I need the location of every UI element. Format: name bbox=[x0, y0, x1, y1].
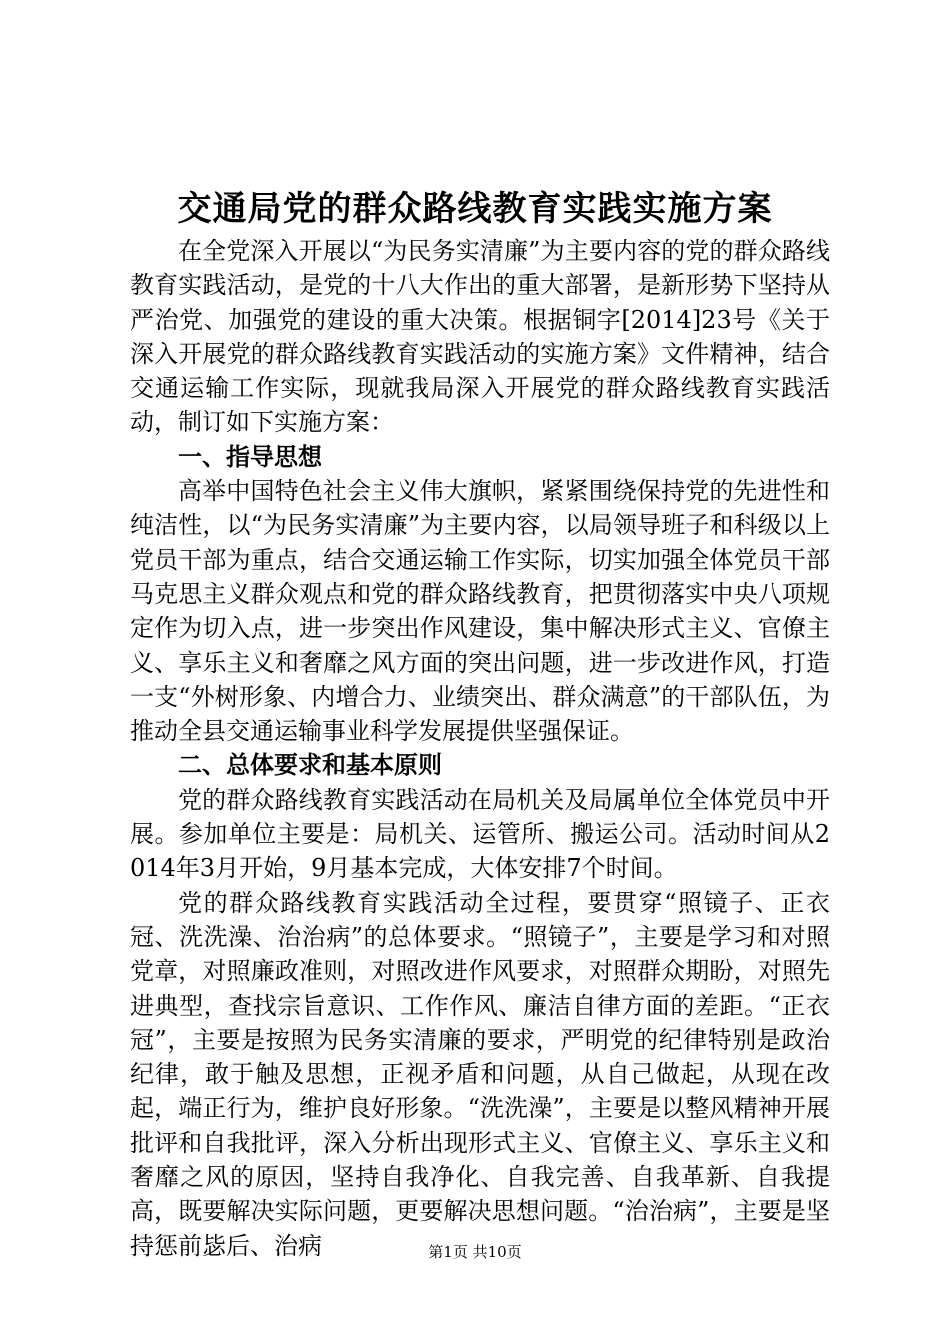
document-body bbox=[130, 234, 830, 1263]
section-paragraph-requirements: 党的群众路线教育实践活动全过程，要贯穿“照镜子、正衣冠、洗洗澡、治治病”的总体要求。“照镜子”，主要是学习和对照党章，对照廉政准则，对照改进作风要求，对照群众期盼，对照先进典型，查找宗旨意识、工作作风、廉洁自律方面的差距。“正衣冠”，主要是按照为民务实清廉的要求，严明党的纪律特别是政治纪律，敢于触及思想，正视矛盾和问题，从自己做起，从现在改起，端正行为，维护良好形象。“洗洗澡”，主要是以整风精神开展批评和自我批评，深入分析出现形式主义、官僚主义、享乐主义和奢靡之风的原因，坚持自我净化、自我完善、自我革新、自我提高，既要解决实际问题，更要解决思想问题。“治治病”，主要是坚持惩前毖后、治病 bbox=[130, 888, 830, 1260]
section-paragraph-scope: 党的群众路线教育实践活动在局机关及局属单位全体党员中开展。参加单位主要是：局机关、运管所、搬运公司。活动时间从2014年3月开始，9月基本完成，大体安排7个时间。 bbox=[130, 785, 830, 883]
section-paragraph-guiding-thought: 高举中国特色社会主义伟大旗帜，紧紧围绕保持党的先进性和纯洁性，以“为民务实清廉”为主要内容，以局领导班子和科级以上党员干部为重点，结合交通运输工作实际，切实加强全体党员干部马克思主义群众观点和党的群众路线教育，把贯彻落实中央八项规定作为切入点，进一步突出作风建设，集中解决形式主义、官僚主义、享乐主义和奢靡之风方面的突出问题，进一步改进作风，打造一支“外树形象、内增合力、业绩突出、群众满意”的干部队伍，为推动全县交通运输事业科学发展提供坚强保证。 bbox=[130, 477, 830, 746]
section-heading-guiding-thought: 一、指导思想 bbox=[178, 442, 322, 471]
document-title: 交通局党的群众路线教育实践实施方案 bbox=[177, 189, 773, 229]
section-heading-general-requirements: 二、总体要求和基本原则 bbox=[178, 751, 442, 780]
page-footer: 第1页 共10页 bbox=[428, 1243, 522, 1261]
intro-paragraph: 在全党深入开展以“为民务实清廉”为主要内容的党的群众路线教育实践活动，是党的十八大作出的重大部署，是新形势下坚持从严治党、加强党的建设的重大决策。根据铜字[2014]23号《关于深入开展党的群众路线教育实践活动的实施方案》文件精神，结合交通运输工作实际，现就我局深入开展党的群众路线教育实践活动，制订如下实施方案： bbox=[130, 237, 830, 437]
